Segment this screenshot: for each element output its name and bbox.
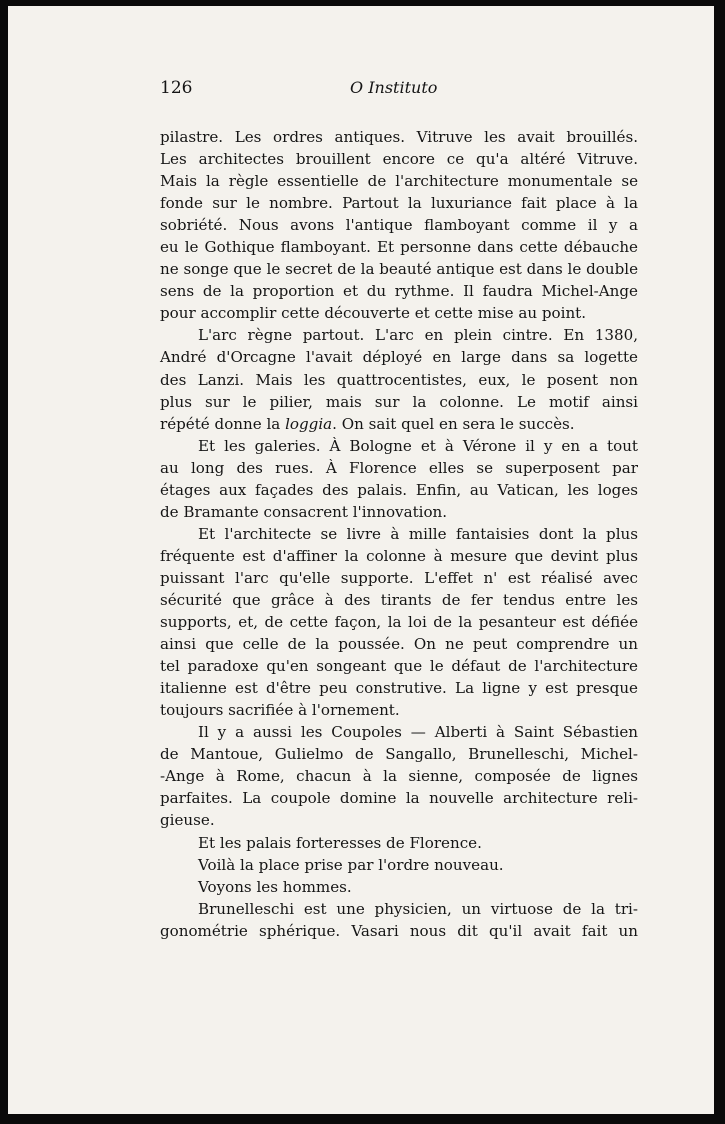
text-line: sens de la proportion et du rythme. Il faudra Michel-Ange bbox=[160, 282, 638, 301]
text-line: au long des rues. À Florence elles se superposent par bbox=[160, 458, 638, 477]
text-line: sécurité que grâce à des tirants de fer tendus entre les bbox=[160, 590, 638, 609]
text-line: sobriété. Nous avons l'antique flamboyant comme il y a bbox=[160, 216, 638, 235]
body-text bbox=[160, 126, 638, 942]
text-line: des Lanzi. Mais les quattrocentistes, eux, le posent non bbox=[160, 370, 638, 389]
text-line: L'arc règne partout. L'arc en plein cintre. En 1380, bbox=[198, 326, 638, 345]
text-line: étages aux façades des palais. Enfin, au Vatican, les loges bbox=[160, 480, 638, 499]
text-line: Et l'architecte se livre à mille fantaisies dont la plus bbox=[198, 524, 638, 543]
text-line: fonde sur le nombre. Partout la luxuriance fait place à la bbox=[160, 194, 638, 213]
text-line: -Ange à Rome, chacun à la sienne, composée de lignes bbox=[160, 767, 638, 786]
text-line: tel paradoxe qu'en songeant que le défaut de l'architecture bbox=[160, 657, 638, 676]
text-line: supports, et, de cette façon, la loi de la pesanteur est défiée bbox=[160, 613, 638, 632]
text-line: Il y a aussi les Coupoles — Alberti à Saint Sébastien bbox=[198, 723, 638, 742]
text-line: gonométrie sphérique. Vasari nous dit qu'il avait fait un bbox=[160, 921, 638, 940]
page-header bbox=[8, 78, 714, 108]
text-line: pilastre. Les ordres antiques. Vitruve les avait brouillés. bbox=[160, 128, 638, 146]
text-line: de Bramante consacrent l'innovation. bbox=[160, 502, 448, 521]
text-line: parfaites. La coupole domine la nouvelle architecture reli- bbox=[160, 789, 638, 808]
text-line: répété donne la loggia. On sait quel en sera le succès. bbox=[160, 414, 575, 433]
text-line: Les architectes brouillent encore ce qu'a altéré Vitruve. bbox=[160, 150, 638, 169]
text-line: André d'Orcagne l'avait déployé en large dans sa logette bbox=[160, 348, 638, 367]
book-page bbox=[8, 6, 714, 1114]
text-line: italienne est d'être peu construtive. La ligne y est presque bbox=[160, 679, 638, 698]
text-line: puissant l'arc qu'elle supporte. L'effet n' est réalisé avec bbox=[160, 568, 638, 587]
text-line: Mais la règle essentielle de l'architecture monumentale se bbox=[160, 172, 638, 191]
text-line: Brunelleschi est une physicien, un virtuose de la tri- bbox=[198, 899, 638, 918]
text-line: plus sur le pilier, mais sur la colonne. Le motif ainsi bbox=[160, 392, 638, 411]
text-line: eu le Gothique flamboyant. Et personne dans cette débauche bbox=[160, 238, 638, 257]
text-line: Voyons les hommes. bbox=[198, 877, 352, 896]
running-title: O Instituto bbox=[350, 78, 438, 97]
text-line: toujours sacrifiée à l'ornement. bbox=[160, 701, 400, 720]
page-number: 126 bbox=[160, 78, 193, 98]
text-line: ne songe que le secret de la beauté antique est dans le double bbox=[160, 260, 638, 279]
text-line: Et les palais forteresses de Florence. bbox=[198, 833, 482, 852]
text-line: fréquente est d'affiner la colonne à mesure que devint plus bbox=[160, 546, 638, 565]
text-line: ainsi que celle de la poussée. On ne peut comprendre un bbox=[160, 635, 638, 654]
text-line: gieuse. bbox=[160, 811, 215, 830]
text-line: de Mantoue, Gulielmo de Sangallo, Brunelleschi, Michel- bbox=[160, 745, 638, 764]
text-line: pour accomplir cette découverte et cette mise au point. bbox=[160, 304, 587, 323]
text-line: Voilà la place prise par l'ordre nouveau. bbox=[198, 855, 504, 874]
text-line: Et les galeries. À Bologne et à Vérone il y en a tout bbox=[198, 436, 638, 455]
